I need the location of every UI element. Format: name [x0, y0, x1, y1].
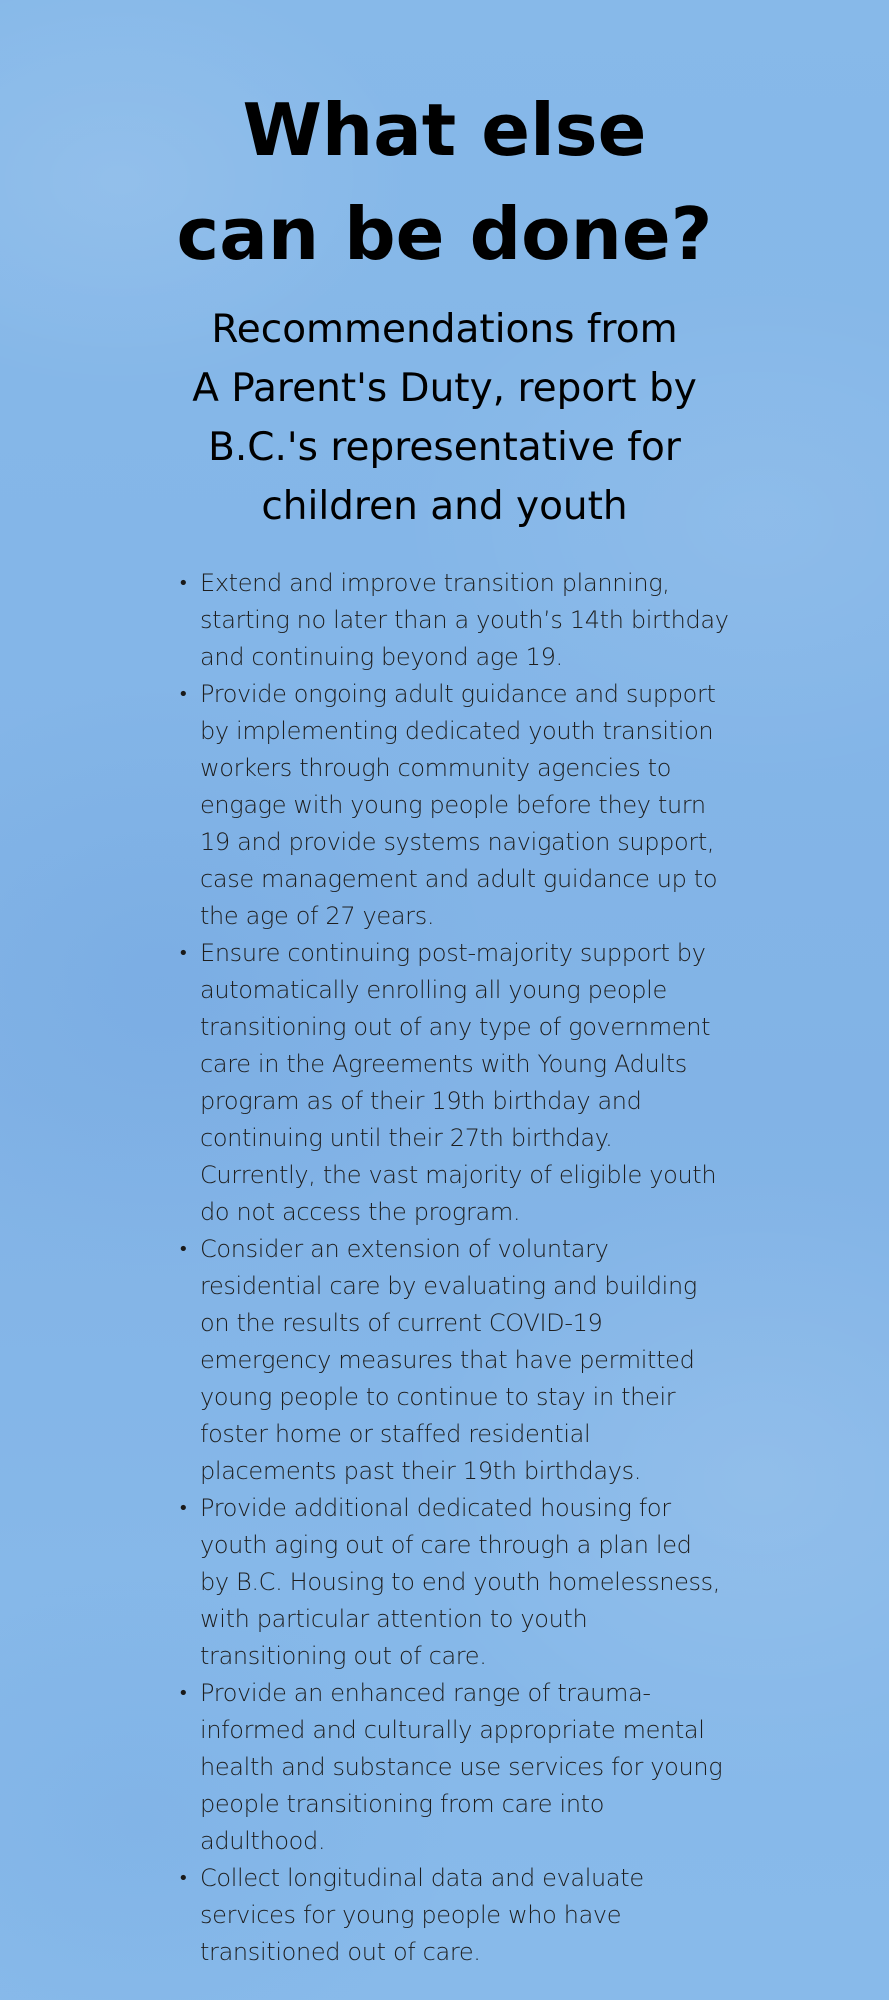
text-line: transitioning out of care.	[200, 1642, 487, 1670]
text-line: informed and culturally appropriate mental	[200, 1716, 705, 1744]
text-line: by B.C. Housing to end youth homelessness,	[200, 1568, 721, 1596]
subtitle-line-3: B.C.'s representative for	[208, 425, 681, 470]
recommendations-list	[178, 565, 760, 1971]
text-line: engage with young people before they turn	[200, 791, 706, 819]
recommendation-text	[200, 1231, 760, 1490]
text-line: Ensure continuing post-majority support by	[200, 939, 706, 967]
list-item	[178, 1231, 760, 1490]
list-item	[178, 565, 760, 676]
text-line: by implementing dedicated youth transition	[200, 717, 714, 745]
text-line: emergency measures that have permitted	[200, 1346, 695, 1374]
text-line: workers through community agencies to	[200, 754, 672, 782]
bullet-icon: •	[178, 1239, 189, 1260]
text-line: health and substance use services for young	[200, 1753, 723, 1781]
text-line: services for young people who have	[200, 1901, 622, 1929]
text-line: adulthood.	[200, 1827, 326, 1855]
subtitle-line-1: Recommendations from	[211, 307, 678, 352]
text-line: Provide additional dedicated housing for	[200, 1494, 671, 1522]
text-line: case management and adult guidance up to	[200, 865, 718, 893]
recommendation-text	[200, 676, 760, 935]
text-line: transitioning out of any type of government	[200, 1013, 711, 1041]
text-line: with particular attention to youth	[200, 1605, 588, 1633]
recommendation-text	[200, 935, 760, 1231]
bullet-icon: •	[178, 1868, 189, 1889]
recommendation-text	[200, 1860, 760, 1971]
list-item	[178, 1860, 760, 1971]
text-line: on the results of current COVID-19	[200, 1309, 603, 1337]
text-line: starting no later than a youth’s 14th birthday	[200, 606, 729, 634]
bullet-icon: •	[178, 684, 189, 705]
list-item	[178, 1675, 760, 1860]
recommendation-text	[200, 565, 760, 676]
list-item	[178, 935, 760, 1231]
text-line: automatically enrolling all young people	[200, 976, 667, 1004]
title-line-2: can be done?	[176, 192, 713, 276]
text-line: and continuing beyond age 19.	[200, 643, 563, 671]
subtitle-line-2: A Parent's Duty, report by	[192, 366, 697, 411]
text-line: 19 and provide systems navigation support,	[200, 828, 715, 856]
text-line: care in the Agreements with Young Adults	[200, 1050, 687, 1078]
text-line: Currently, the vast majority of eligible youth	[200, 1161, 717, 1189]
text-line: the age of 27 years.	[200, 902, 435, 930]
text-line: program as of their 19th birthday and	[200, 1087, 642, 1115]
text-line: people transitioning from care into	[200, 1790, 605, 1818]
text-line: foster home or staffed residential	[200, 1420, 591, 1448]
recommendation-text	[200, 1675, 760, 1860]
bullet-icon: •	[178, 1683, 189, 1704]
page-title	[0, 78, 889, 286]
text-line: Provide an enhanced range of trauma-	[200, 1679, 651, 1707]
text-line: Provide ongoing adult guidance and support	[200, 680, 716, 708]
text-line: young people to continue to stay in their	[200, 1383, 676, 1411]
text-line: youth aging out of care through a plan led	[200, 1531, 692, 1559]
text-line: transitioned out of care.	[200, 1938, 481, 1966]
text-line: do not access the program.	[200, 1198, 521, 1226]
text-line: Consider an extension of voluntary	[200, 1235, 609, 1263]
bullet-icon: •	[178, 943, 189, 964]
text-line: Extend and improve transition planning,	[200, 569, 670, 597]
text-line: placements past their 19th birthdays.	[200, 1457, 642, 1485]
list-item	[178, 676, 760, 935]
title-line-1: What else	[242, 88, 647, 172]
text-line: Collect longitudinal data and evaluate	[200, 1864, 644, 1892]
recommendation-text	[200, 1490, 760, 1675]
bullet-icon: •	[178, 1498, 189, 1519]
text-line: residential care by evaluating and building	[200, 1272, 697, 1300]
subtitle	[150, 300, 739, 536]
bullet-icon: •	[178, 573, 189, 594]
list-item	[178, 1490, 760, 1675]
subtitle-line-4: children and youth	[261, 484, 628, 529]
text-line: continuing until their 27th birthday.	[200, 1124, 613, 1152]
